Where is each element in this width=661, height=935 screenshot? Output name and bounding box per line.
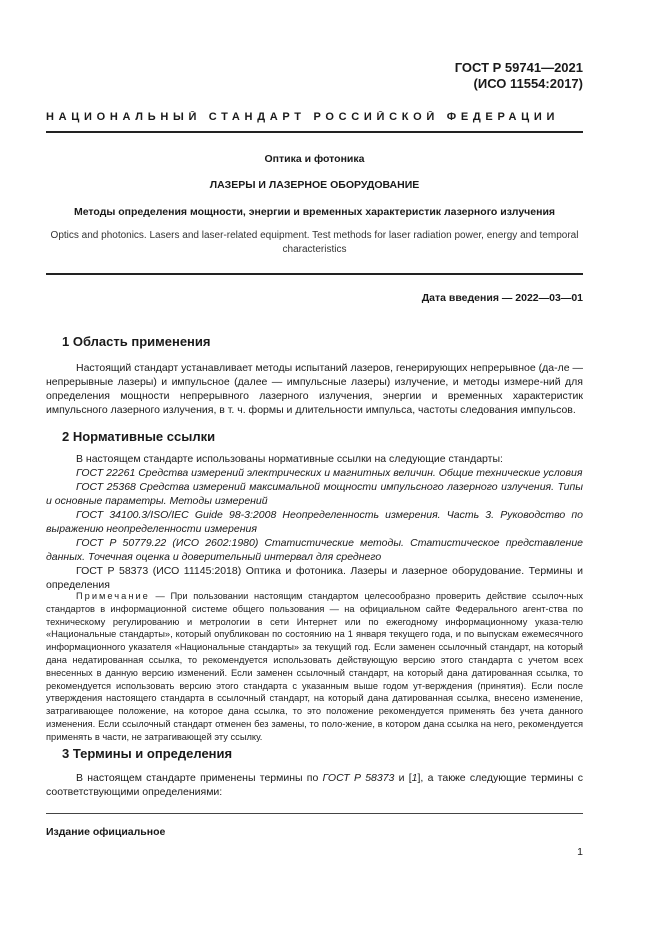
official-publication-label: Издание официальное <box>46 826 166 838</box>
document-code-block <box>455 60 583 92</box>
reference-item: ГОСТ 25368 Средства измерений максимальной мощности импульсного лазерного излучения. Типы и основные параметры. Методы измерений <box>46 481 583 507</box>
section-2-intro: В настоящем стандарте использованы нормативные ссылки на следующие стандарты: <box>76 453 503 465</box>
title-rule <box>46 273 583 275</box>
field-title: Оптика и фотоника <box>264 153 365 165</box>
english-title-line: Optics and photonics. Lasers and laser-related equipment. Test methods for laser radiation power, energy and temporal <box>50 230 579 241</box>
section-2-refs <box>46 452 583 592</box>
section-2-heading: 2 Нормативные ссылки <box>62 429 216 444</box>
page-number: 1 <box>577 846 583 858</box>
section-1-body: Настоящий стандарт устанавливает методы испытаний лазеров, генерирующих непрерывное (да-ле — непрерывные лазеры) и импульсное (далее — импульсные лазеры) излучение, и методы измере-ний для определения мощности непрерывного лазерного излучения, энергии и временных характеристик импульсного лазерного излучения, в т. ч. формы и длительности импульса, частоты следования импульсов. <box>46 362 583 416</box>
note-text: — При пользовании настоящим стандартом целесообразно проверить действие ссылоч-ных стандартов в информационной системе общего пользования — на официальном сайте Федерального агент-ства по техническому регулированию и метрологии в сети Интернет или по ежегодному информационному указа-телю «Национальные стандарты», который опубликован по состоянию на 1 января текущего года, и по выпускам ежемесячного информационного указателя «Национальные стандарты» за текущий год. Если заменен ссылочный стандарт, на который дана недатированная ссылка, то рекомендуется использовать действующую версию этого стандарта с учетом всех внесенных в данную версию изменений. Если заменен ссылочный стандарт, на который дана датированная ссылка, то рекомендуется использовать версию этого стандарта с указанным выше годом ут-верждения (принятия). Если после утверждения настоящего стандарта в ссылочный стандарт, на который дана датированная ссылка, внесено изменение, затрагивающее положение, на которое дана ссылка, то это положение рекомендуется применять без учета данного изменения. Если ссылочный стандарт отменен без замены, то поло-жение, в котором дана ссылка на него, рекомендуется применять в части, не затрагивающей эту ссылку. <box>46 591 583 742</box>
section-1-text <box>46 361 583 417</box>
reference-item: ГОСТ Р 50779.22 (ИСО 2602:1980) Статистические методы. Статистическое представление данных. Точечная оценка и доверительный интервал для среднего <box>46 537 583 563</box>
section-1-heading: 1 Область применения <box>62 334 211 349</box>
gost-number: ГОСТ Р 59741—2021 <box>454 60 583 75</box>
english-title-line: characteristics <box>282 244 347 255</box>
reference-item: ГОСТ 34100.3/ISO/IEC Guide 98-3:2008 Неопределенность измерения. Часть 3. Руководство по выражению неопределенности измерения <box>46 509 583 535</box>
national-standard-banner: НАЦИОНАЛЬНЫЙ СТАНДАРТ РОССИЙСКОЙ ФЕДЕРАЦИИ <box>46 111 560 123</box>
note-label: Примечание <box>76 591 150 601</box>
section-2-note <box>46 590 583 744</box>
footer-rule <box>46 813 583 814</box>
iso-number: (ИСО 11554:2017) <box>473 76 583 91</box>
gost-reference-link: ГОСТ Р 58373 <box>322 772 395 784</box>
reference-item: ГОСТ 22261 Средства измерений электрических и магнитных величин. Общие технические условия <box>76 467 583 479</box>
section-3-heading: 3 Термины и определения <box>62 746 233 761</box>
reference-item: ГОСТ Р 58373 (ИСО 11145:2018) Оптика и фотоника. Лазеры и лазерное оборудование. Термины и определения <box>46 565 583 591</box>
bibliography-reference: 1 <box>411 772 418 784</box>
section-3-text: В настоящем стандарте применены термины по ГОСТ Р 58373 и [1], а также следующие термины с соответствующими определениями: <box>46 772 583 798</box>
date-of-introduction: Дата введения — 2022—03—01 <box>421 292 583 304</box>
english-title <box>46 229 583 257</box>
subtitle: Методы определения мощности, энергии и временных характеристик лазерного излучения <box>73 206 556 218</box>
header-rule <box>46 131 583 133</box>
main-title: ЛАЗЕРЫ И ЛАЗЕРНОЕ ОБОРУДОВАНИЕ <box>209 179 420 191</box>
